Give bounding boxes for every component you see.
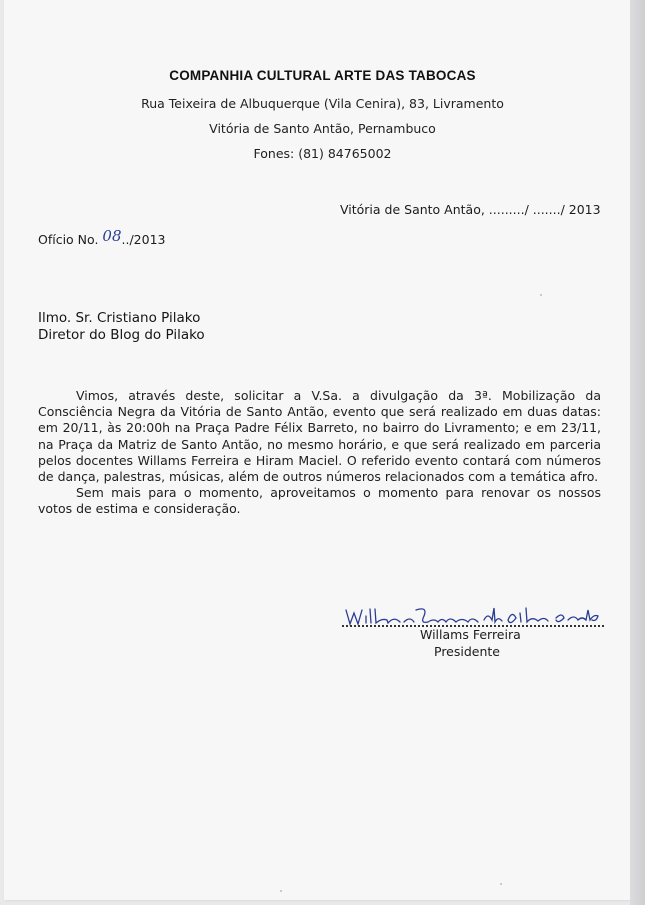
organization-city: Vitória de Santo Antão, Pernambuco bbox=[209, 121, 436, 136]
date-line: Vitória de Santo Antão, ........./ ......./ 2013 bbox=[340, 202, 601, 217]
oficio-suffix: ../2013 bbox=[121, 232, 166, 247]
organization-address: Rua Teixeira de Albuquerque (Vila Cenira), 83, Livramento bbox=[141, 96, 504, 111]
scan-speck bbox=[500, 883, 502, 885]
letter-body bbox=[38, 388, 601, 518]
signer-title: Presidente bbox=[434, 644, 500, 659]
organization-phone: Fones: (81) 84765002 bbox=[253, 146, 392, 161]
scan-speck bbox=[280, 890, 282, 892]
oficio-number bbox=[38, 227, 166, 248]
signer-name: Willams Ferreira bbox=[420, 627, 521, 642]
oficio-handwritten-number: 08 bbox=[102, 227, 122, 245]
oficio-prefix: Ofício No. bbox=[38, 232, 103, 247]
organization-name: COMPANHIA CULTURAL ARTE DAS TABOCAS bbox=[169, 68, 476, 83]
recipient-title: Diretor do Blog do Pilako bbox=[38, 327, 205, 343]
recipient-name: Ilmo. Sr. Cristiano Pilako bbox=[38, 310, 201, 326]
scan-speck bbox=[540, 294, 542, 296]
body-paragraph-1: Vimos, através deste, solicitar a V.Sa. a divulgação da 3ª. Mobilização da Consciência Negra da Vitória de Santo Antão, evento que será realizado em duas datas: em 20/11, às 20:00h na Praça Padre Félix Barreto, no bairro do Livramento; e em 23/11, na Praça da Matriz de Santo Antão, no mesmo horário, e que será realizado em parceria pelos docentes Willams Ferreira e Hiram Maciel. O referido evento contará com números de dança, palestras, músicas, além de outros números relacionados com a temática afro. bbox=[38, 388, 601, 485]
body-paragraph-2: Sem mais para o momento, aproveitamos o momento para renovar os nossos votos de estima e consideração. bbox=[38, 485, 601, 517]
